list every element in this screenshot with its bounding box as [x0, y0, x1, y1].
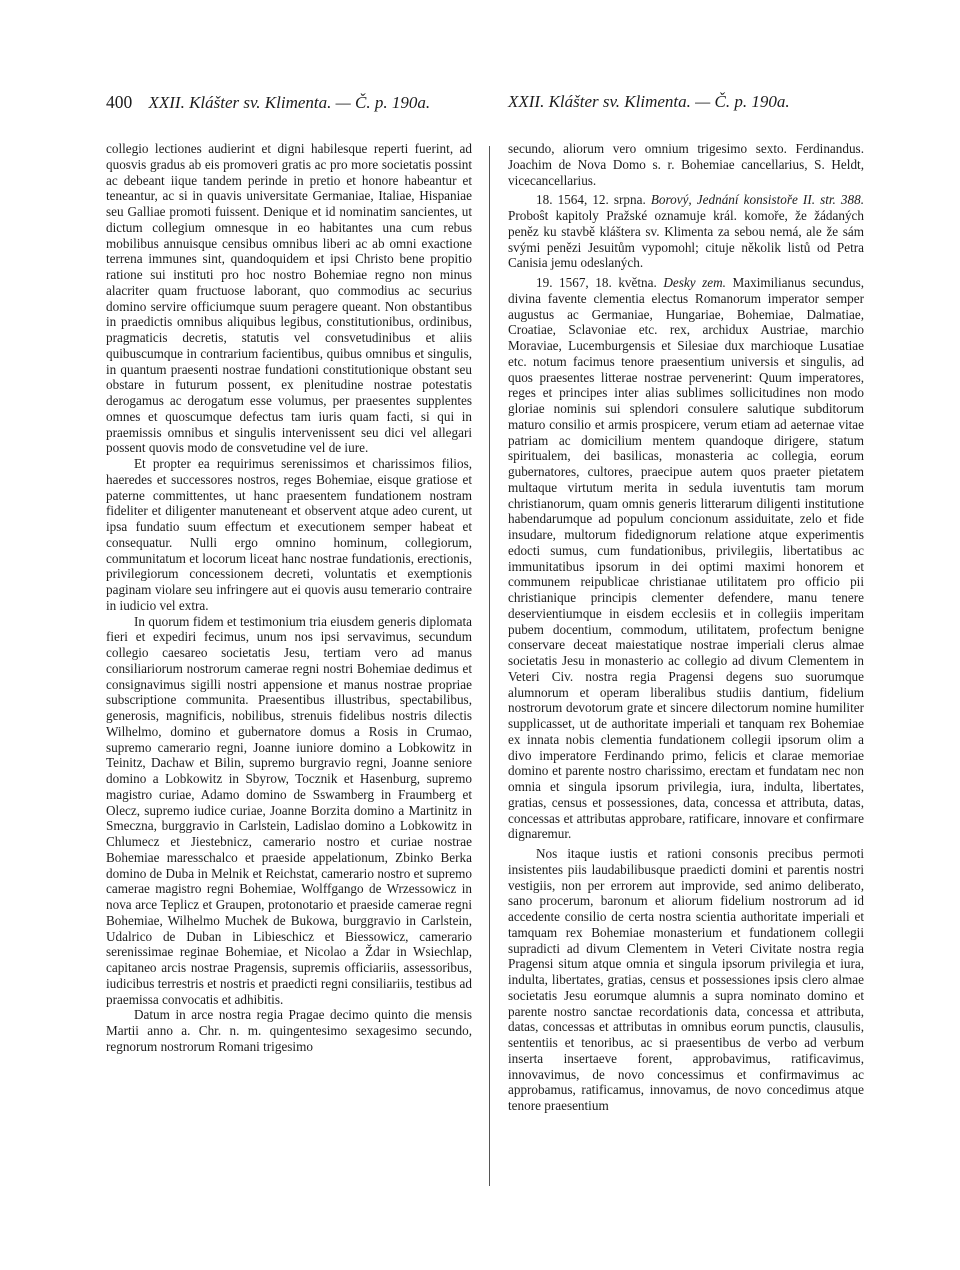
left-paragraph-4: Datum in arce nostra regia Pragae decimo quinto die mensis Martii anno a. Chr. n. m. quingentesimo sexagesimo secundo, regnorum nostrorum Romani trigesimo	[106, 1007, 472, 1054]
left-paragraph-1: collegio lectiones audierint et digni habilesque reperti fuerint, ad quosvis gradus ab eis promoveri gratis ac pro more societatis possint ac debeant iique tandem perinde in pretio et honore habeantur et teneantur, ac si in quavis universitate Germaniae, Italiae, Hispaniae seu Galliae promoti fuissent. Denique et id nominatim sancientes, ut dictum collegium omnesque in eo habitantes una cum rebus mobilibus annuisque censibus omnibus liberi ac ab omni exactione terrena immunes sint, quandoquidem et ipsi Christo bene propitio ratione sui instituti pro hoc nostro Bohemiae regno non minus alacriter quam fructuose laborant, quo commodius ac securius domino servire officiumque suum peragere queant. Non obstantibus in praedictis omnibus aliquibus legibus, constitutionibus, ordinibus, pragmaticis decretis, statutis vel consvetudinibus et aliis quibuscumque in contrarium facientibus, quibus omnibus et singulis, in quantum praesenti nostrae fundationi constitutionique obstant seu obstare in futurum possent, ex plenitudine nostrae potestatis derogamus ac derogatum esse volumus, per praesentes supplentes omnes et quoscumque defectus tam iuris quam facti, si qui in praemissis omnibus et singulis intervenissent seu dici vel allegari possent quovis modo de consvetudine vel de iure.	[106, 141, 472, 456]
entry-18-text: Proboŝt kapitoly Pražské oznamuje král. komoře, že žádaných peněz ku stavbě kláštera sv. Klimenta za sebou nemá, ale že sám svými penězi Jesuitům vypomohl; cituje několik listů od Petra Canisia jemu odeslaných.	[508, 208, 864, 271]
running-title-right: XXII. Klášter sv. Klimenta. — Č. p. 190a.	[508, 92, 790, 111]
running-header-left	[106, 92, 476, 116]
column-divider	[489, 146, 490, 1186]
entry-18	[508, 192, 864, 271]
entry-19-source: Desky zem.	[663, 275, 726, 290]
entry-19-heading: 19. 1567, 18. května.	[536, 275, 657, 290]
left-paragraph-2: Et propter ea requirimus serenissimos et charissimos filios, haeredes et successores nostros, reges Bohemiae, eisque gratiose et paterne committentes, ut hanc praesentem fundationem nostram fideliter et diligenter manuteneant et observent atque adeo curent, ut ipsa fundatio suum effectum et executionem semper habeat et consequatur. Nulli ergo omnino hominum, collegiorum, communitatum et locorum liceat hanc nostrae fundationis, erectionis, privilegiorum concessionem decreti, voluntatis et exemptionis paginam violare seu infringere aut ei quovis ausu temerario contraire in iudicio vel extra.	[106, 456, 472, 613]
right-paragraph-2: Nos itaque iustis et rationi consonis precibus permoti insistentes piis laudabilibusque praedicti domini et parentis nostri vestigiis, non per errorem aut improvide, sed animo deliberato, sano procerum, baronum et aliorum fidelium nostrorum ad id accedente consilio de certa nostra scientia authoritate imperiali et tamquam rex Bohemiae monasterium et fundationem collegii supradicti ad divum Clementem in Veteri Civitate nostra regia Pragensi situm atque omnia et singula ipsorum privilegia et iura, indulta, libertates, gratias, census et possessiones ipsis clero almae societatis Jesu eorumque alumnis a supra nominato domino et parente nostro sanctae recordationis data, concessa et attributa, datas, concessas et attributas in omnibus eorum punctis, clausulis, sententiis et tenoribus, ac si praesentibus de verbo ad verbum inserta insertaeve forent, approbavimus, ratificavimus, innovavimus, de novo concessimus et confirmavimus ac approbamus, ratificamus, innovamus, de novo concedimus atque tenore praesentium	[508, 846, 864, 1113]
page-number: 400	[106, 92, 133, 112]
right-paragraph-1: secundo, aliorum vero omnium trigesimo sexto. Ferdinandus. Joachim de Nova Domo s. r. Bohemiae cancellarius, S. Heldt, vicecancellarius.	[508, 141, 864, 188]
left-paragraph-3: In quorum fidem et testimonium tria eiusdem generis diplomata fieri et expediri fecimus, unum nos ipsi servavimus, secundum collegio caesareo societatis Jesu, tertiam vero ad manus consiliariorum nostrorum camerae regni nostri Bohemiae dedimus et consignavimus sigilli nostri appensione et manus nostrae propriae subscriptione communita. Praesentibus illustribus, spectabilibus, generosis, magnificis, nobilibus, strenuis fidelibus nostris dilectis Wilhelmo, domino et gubernatore domus a Rosis in Crumao, supremo camerario regni, Joanne iuniore domino a Lobkowitz in Teinitz, Dachaw et Bilin, supremo burgravio regni, Joanne seniore domino a Lobkowitz in Sbyrow, Tocznik et Hasenburg, supremo magistro curiae, Adamo domino de Sswamberg in Fraumberg et Olecz, supremo iudice curiae, Joanne Borzita domino a Martinitz in Smeczna, burggravio in Carlstein, Ladislao domino a Lobkowitz in Chlumecz et Jiestebnicz, camerario nostro et curiae nostrae Bohemiae maresschalco et praeside appelationum, Zbinko Berka domino de Duba in Melnik et Reichstat, camerario nostro et supremo camerae magistro regni Bohemiae, Wolffgango de Wrzessowicz in nova arce Teplicz et Graupen, protonotario et praeside camerae regni Bohemiae, Wilhelmo Muchek de Bukowa, burggravio in Carlstein, Udalrico de Duban in Libieschicz et Biessowicz, camerario serenissimae reginae Bohemiae, et Nicolao a Ždar in Wsiechlap, capitaneo arcis nostrae Pragensis, supremis officiariis, assessoribus, iudicibus terrestris et nostris et praedicti regni consiliariis, testibus ad praemissa convocatis et adhibitis.	[106, 613, 472, 1007]
running-title-left: XXII. Klášter sv. Klimenta. — Č. p. 190a.	[148, 93, 431, 112]
entry-19	[508, 275, 864, 842]
entry-18-source: Borový, Jednání konsistoře II. str. 388.	[650, 192, 865, 208]
entry-18-heading: 18. 1564, 12. srpna.	[536, 192, 646, 208]
left-column	[106, 141, 472, 1055]
right-column	[508, 141, 864, 1114]
running-header-right	[508, 92, 848, 116]
entry-19-text: Maximilianus secundus, divina favente clementia electus Romanorum imperator semper augustus ac Germaniae, Hungariae, Bohemiae, Dalmatiae, Croatiae, Sclavoniae etc. rex, archidux Austriae, marchio Moraviae, Lucemburgensis et Silesiae dux marchioque Lusatiae etc. notum facimus tenore praesentium universis et singulis, ad quos praesentes litterae nostrae pervenerint: Quum imperatores, reges et principes inter alias sublimes sollicitudines non modo gloriae nominis sui splendori consulere salutique subditorum maturo consilio et armis prospicere, verum etiam ad aeternae vitae patriam ac domicilium mentem quandoque dirigere, statum spiritualem, dei basilicas, monasteria ac collegia, eorum gubernatores, cultores, praecipue autem quos praeter pietatem multaque virtutum merita in sedula iuventutis tam morum christianorum, quam omnis generis litterarum diligenti institutione habendarumque ad populum concionum assiduitate, zelo et fide insudare, multorum fidedignorum relatione atque experimentis edocti sumus, cum fundationibus, privilegiis, libertatibus ac immunitatibus ipsorum in dei optimi maximi honorem et communem reipublicae christianae utilitatem pro officio pii christianique principis clementer defendere, manu tenere deservientiumque in eisdem ecclesiis et in collegiis imperitam pubem docentium, commodum, utilitatem, profectum benigne conservare deceat maiestatique nostrae imperiali clerus almae societatis Jesu in monasterio ac collegio ad divum Clementem in Veteri Civ. nostra regia Pragensi degens suo suorumque alumnorum et operam liberalibus studiis dantium, fidelium nostrorum devotorum grate et sincere dilectorum nomine humiliter supplicasset, ut de authoritate imperiali et tanquam rex Bohemiae ex innata nobis clementia fundationem collegii ipsorum olim a divo imperatore Ferdinando primo, felicis et clarae memoriae domino et parente nostro charissimo, erectam et fundatam nec non omnia et singula ipsorum privilegia, iura, indulta, libertates, gratias, census et possessiones, data, concessa et attributa, datas, concessas et attributas approbare, ratificare, innovare et confirmare dignaremur.	[508, 275, 865, 842]
